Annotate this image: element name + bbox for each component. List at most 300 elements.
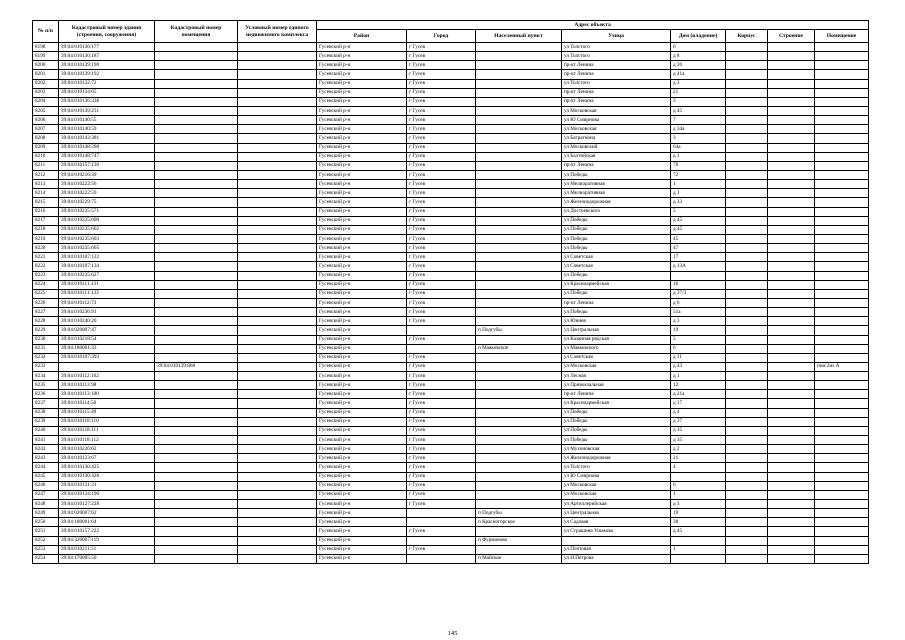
cell-row-number: 8235 [33, 381, 59, 390]
cell-building [768, 125, 815, 134]
cell-city: г Гусев [407, 353, 476, 362]
cell-district: Гусевский р-н [317, 481, 407, 490]
cell-settlement [476, 216, 562, 225]
cell-cadastral-number: 39:04:010114:50 [59, 399, 155, 408]
cell-street: ул Толстого [562, 52, 671, 61]
cell-building [768, 198, 815, 207]
cell-row-number: 8199 [33, 52, 59, 61]
cell-house [671, 554, 726, 563]
cell-district: Гусевский р-н [317, 152, 407, 161]
cell-cadastral-number: 39:04:010123:67 [59, 454, 155, 463]
cell-row-number: 8220 [33, 244, 59, 253]
cell-room-cadastral-number [155, 198, 238, 207]
cell-row-number: 8213 [33, 180, 59, 189]
cell-korpus [726, 106, 768, 115]
cell-row-number: 8252 [33, 536, 59, 545]
cell-city: г Гусев [407, 472, 476, 481]
cell-district: Гусевский р-н [317, 362, 407, 371]
cell-complex-number [238, 143, 317, 152]
cell-room-cadastral-number [155, 317, 238, 326]
cell-room-cadastral-number [155, 262, 238, 271]
cell-house: д 8 [671, 52, 726, 61]
cell-house: 12 [671, 381, 726, 390]
cell-district: Гусевский р-н [317, 527, 407, 536]
cell-street: ул Красноармейская [562, 399, 671, 408]
cell-room [815, 116, 869, 125]
cell-room [815, 317, 869, 326]
cell-cadastral-number: 39:04:010113:98 [59, 381, 155, 390]
cell-building [768, 500, 815, 509]
cell-building [768, 362, 815, 371]
cell-settlement [476, 189, 562, 198]
cell-settlement [476, 61, 562, 70]
table-row [33, 463, 869, 472]
cell-building [768, 317, 815, 326]
cell-settlement [476, 545, 562, 554]
cell-city: г Гусев [407, 490, 476, 499]
cell-settlement: п Красногорское [476, 518, 562, 527]
cell-street: ул Московский [562, 143, 671, 152]
cell-row-number: 8221 [33, 253, 59, 262]
cell-korpus [726, 43, 768, 52]
cell-complex-number [238, 399, 317, 408]
cell-city: г Гусев [407, 97, 476, 106]
cell-building [768, 97, 815, 106]
cell-city [407, 326, 476, 335]
cell-building [768, 244, 815, 253]
cell-room-cadastral-number [155, 61, 238, 70]
cell-cadastral-number [59, 362, 155, 371]
cell-room-cadastral-number [155, 88, 238, 97]
cell-building [768, 408, 815, 417]
cell-settlement [476, 317, 562, 326]
header-room-cadastral: Кадастровый номер помещения [155, 21, 238, 43]
cell-city: г Гусев [407, 262, 476, 271]
cell-house: 51а [671, 308, 726, 317]
cell-complex-number [238, 216, 317, 225]
cell-building [768, 70, 815, 79]
cell-settlement [476, 280, 562, 289]
cell-house [671, 536, 726, 545]
cell-room [815, 399, 869, 408]
cell-street: ул Победы [562, 426, 671, 435]
cell-street: ул Победы [562, 216, 671, 225]
cell-complex-number [238, 463, 317, 472]
cell-settlement [476, 52, 562, 61]
cell-complex-number [238, 518, 317, 527]
cell-korpus [726, 79, 768, 88]
cell-house: 17 [671, 253, 726, 262]
cell-city: г Гусев [407, 408, 476, 417]
cell-building [768, 353, 815, 362]
cell-room [815, 481, 869, 490]
cell-complex-number [238, 88, 317, 97]
cell-street: ул Страшина Ушакова [562, 527, 671, 536]
cell-city [407, 536, 476, 545]
cell-building [768, 234, 815, 243]
cell-room-cadastral-number [155, 216, 238, 225]
cell-row-number: 8205 [33, 106, 59, 115]
cell-city: г Гусев [407, 289, 476, 298]
cell-settlement [476, 417, 562, 426]
cell-street: ул Мухоновская [562, 445, 671, 454]
cell-building [768, 280, 815, 289]
cell-cadastral-number: 39:04:010107:134 [59, 262, 155, 271]
cell-room-cadastral-number [155, 52, 238, 61]
cell-room [815, 180, 869, 189]
table-row [33, 207, 869, 216]
cell-city: г Гусев [407, 500, 476, 509]
cell-district: Гусевский р-н [317, 353, 407, 362]
cell-room [815, 335, 869, 344]
cell-district: Гусевский р-н [317, 518, 407, 527]
cell-room [815, 490, 869, 499]
table-row [33, 454, 869, 463]
cell-room-cadastral-number [155, 308, 238, 317]
cell-city: г Гусев [407, 152, 476, 161]
cell-settlement [476, 161, 562, 170]
cell-cadastral-number: 39:04:010222:59 [59, 189, 155, 198]
cell-house: 1 [671, 180, 726, 189]
cell-street: ул Почтовая [562, 545, 671, 554]
cell-street: ул Победы [562, 234, 671, 243]
table-row [33, 262, 869, 271]
cell-cadastral-number: 39:04:010118:112 [59, 436, 155, 445]
cell-room-cadastral-number [155, 70, 238, 79]
cell-building [768, 189, 815, 198]
cell-room [815, 70, 869, 79]
cell-settlement [476, 125, 562, 134]
cell-row-number: 8204 [33, 97, 59, 106]
cell-room-cadastral-number [155, 116, 238, 125]
cell-korpus [726, 372, 768, 381]
cell-complex-number [238, 125, 317, 134]
cell-city: г Гусев [407, 308, 476, 317]
cell-row-number: 8215 [33, 198, 59, 207]
cell-row-number: 8233 [33, 362, 59, 371]
cell-district: Гусевский р-н [317, 436, 407, 445]
cell-complex-number [238, 207, 317, 216]
cell-room [815, 253, 869, 262]
cell-korpus [726, 308, 768, 317]
cell-korpus [726, 353, 768, 362]
cell-complex-number [238, 335, 317, 344]
cell-room [815, 106, 869, 115]
cell-settlement: п Подгубы [476, 326, 562, 335]
cell-complex-number [238, 152, 317, 161]
cell-row-number: 8211 [33, 161, 59, 170]
cell-city: г Гусев [407, 362, 476, 371]
cell-room [815, 500, 869, 509]
cell-cadastral-number: 39:04:010236:91 [59, 308, 155, 317]
cell-complex-number [238, 454, 317, 463]
cell-house: 72 [671, 170, 726, 179]
cell-room-cadastral-number [155, 408, 238, 417]
cell-row-number: 8219 [33, 234, 59, 243]
cell-korpus [726, 244, 768, 253]
cell-korpus [726, 417, 768, 426]
cell-street: ул Привокзальная [562, 381, 671, 390]
cell-korpus [726, 335, 768, 344]
cell-district: Гусевский р-н [317, 271, 407, 280]
cell-row-number: 8223 [33, 271, 59, 280]
cell-city: г Гусев [407, 61, 476, 70]
cell-complex-number [238, 225, 317, 234]
cell-city: г Гусев [407, 225, 476, 234]
cell-house: 6 [671, 43, 726, 52]
cell-row-number: 8250 [33, 518, 59, 527]
cell-building [768, 481, 815, 490]
cell-street: ул Московская [562, 362, 671, 371]
cell-street: ул Железнодорожная [562, 198, 671, 207]
cell-city: г Гусев [407, 170, 476, 179]
cell-building [768, 372, 815, 381]
cell-room-cadastral-number [155, 417, 238, 426]
cell-city: г Гусев [407, 271, 476, 280]
cell-room [815, 454, 869, 463]
cell-complex-number [238, 289, 317, 298]
cell-house: 78 [671, 161, 726, 170]
cell-house: 7 [671, 116, 726, 125]
cell-district: Гусевский р-н [317, 445, 407, 454]
cell-district: Гусевский р-н [317, 509, 407, 518]
cell-korpus [726, 253, 768, 262]
cell-cadastral-number: 39:04:010134:65 [59, 88, 155, 97]
cell-korpus [726, 280, 768, 289]
cell-complex-number [238, 472, 317, 481]
cell-room [815, 436, 869, 445]
cell-street: ул Победы [562, 436, 671, 445]
table-row [33, 408, 869, 417]
registry-sheet [32, 20, 868, 564]
cell-city: г Гусев [407, 372, 476, 381]
cell-room [815, 152, 869, 161]
table-row [33, 481, 869, 490]
cell-city: г Гусев [407, 180, 476, 189]
cell-settlement: п Майское [476, 554, 562, 563]
cell-room-cadastral-number [155, 207, 238, 216]
table-row [33, 143, 869, 152]
cell-street: ул Казанная рядская [562, 335, 671, 344]
cell-korpus [726, 97, 768, 106]
header-district: Район [317, 30, 407, 43]
cell-room-cadastral-number [155, 125, 238, 134]
cell-building [768, 527, 815, 536]
cell-district: Гусевский р-н [317, 344, 407, 353]
cell-korpus [726, 527, 768, 536]
cell-korpus [726, 289, 768, 298]
cell-room-cadastral-number [155, 472, 238, 481]
cell-room [815, 225, 869, 234]
cell-room-cadastral-number [155, 143, 238, 152]
cell-room [815, 326, 869, 335]
cell-settlement [476, 472, 562, 481]
cell-city: г Гусев [407, 445, 476, 454]
cell-settlement [476, 180, 562, 189]
cell-cadastral-number: 39:04:180001:33 [59, 344, 155, 353]
cell-house: д 33 [671, 198, 726, 207]
cell-building [768, 61, 815, 70]
cell-row-number: 8246 [33, 481, 59, 490]
cell-room [815, 408, 869, 417]
cell-street: ул Мелиоративная [562, 180, 671, 189]
cell-city [407, 509, 476, 518]
cell-city: г Гусев [407, 234, 476, 243]
cell-building [768, 472, 815, 481]
cell-building [768, 554, 815, 563]
cell-district: Гусевский р-н [317, 134, 407, 143]
cell-city: г Гусев [407, 143, 476, 152]
table-row [33, 244, 869, 253]
cell-district: Гусевский р-н [317, 225, 407, 234]
cell-row-number: 8212 [33, 170, 59, 179]
cell-house: д 45 [671, 216, 726, 225]
table-row [33, 381, 869, 390]
cell-building [768, 344, 815, 353]
cell-district: Гусевский р-н [317, 417, 407, 426]
cell-room [815, 88, 869, 97]
table-row [33, 161, 869, 170]
cell-district: Гусевский р-н [317, 472, 407, 481]
cell-row-number: 8198 [33, 43, 59, 52]
cell-room [815, 198, 869, 207]
cell-house: 6 [671, 344, 726, 353]
cell-korpus [726, 454, 768, 463]
cell-settlement [476, 70, 562, 79]
cell-room [815, 509, 869, 518]
cell-room-cadastral-number [155, 43, 238, 52]
cell-room [815, 216, 869, 225]
table-row [33, 116, 869, 125]
cell-korpus [726, 399, 768, 408]
cell-district: Гусевский р-н [317, 198, 407, 207]
cell-cadastral-number: 39:04:010140:55 [59, 116, 155, 125]
cell-district: Гусевский р-н [317, 207, 407, 216]
table-row [33, 472, 869, 481]
table-body [33, 43, 869, 564]
cell-building [768, 417, 815, 426]
cell-room [815, 344, 869, 353]
cell-cadastral-number: 39:04:010222:56 [59, 180, 155, 189]
cell-house: 6 [671, 481, 726, 490]
table-row [33, 426, 869, 435]
cell-room [815, 143, 869, 152]
cell-korpus [726, 170, 768, 179]
cell-building [768, 289, 815, 298]
table-row [33, 61, 869, 70]
cell-row-number: 8227 [33, 308, 59, 317]
cell-district: Гусевский р-н [317, 79, 407, 88]
cell-building [768, 381, 815, 390]
cell-korpus [726, 134, 768, 143]
cell-city: г Гусев [407, 399, 476, 408]
cell-room [815, 61, 869, 70]
cell-building [768, 43, 815, 52]
cell-room-cadastral-number [155, 289, 238, 298]
cell-korpus [726, 445, 768, 454]
cell-street: пр-кт Ленина [562, 390, 671, 399]
cell-complex-number [238, 536, 317, 545]
cell-street: ул Артиллерийская [562, 500, 671, 509]
cell-room-cadastral-number [155, 298, 238, 307]
cell-room [815, 472, 869, 481]
cell-korpus [726, 198, 768, 207]
cell-row-number: 8217 [33, 216, 59, 225]
cell-korpus [726, 554, 768, 563]
cell-row-number: 8207 [33, 125, 59, 134]
header-cadastral: Кадастровый номер здания (строения, сооружения) [59, 21, 155, 43]
cell-korpus [726, 161, 768, 170]
cell-room [815, 43, 869, 52]
cell-district: Гусевский р-н [317, 372, 407, 381]
cell-street: ул Центральная [562, 326, 671, 335]
cell-korpus [726, 262, 768, 271]
cell-building [768, 326, 815, 335]
cell-street: ул Толстого [562, 79, 671, 88]
cell-korpus [726, 189, 768, 198]
cell-cadastral-number: 39:04:010235:602 [59, 225, 155, 234]
cell-row-number: 8237 [33, 399, 59, 408]
cell-room [815, 390, 869, 399]
cell-street: ул Московская [562, 125, 671, 134]
cell-korpus [726, 52, 768, 61]
cell-city: г Гусев [407, 79, 476, 88]
cell-city: г Гусев [407, 161, 476, 170]
header-address: Адрес объекта [317, 21, 869, 30]
cell-settlement [476, 353, 562, 362]
cell-room-cadastral-number [155, 161, 238, 170]
cell-row-number: 8241 [33, 436, 59, 445]
cell-house: д 35 [671, 436, 726, 445]
cell-house: д 37 [671, 417, 726, 426]
cell-room [815, 445, 869, 454]
cell-street: ул Садовая [562, 518, 671, 527]
cell-city: г Гусев [407, 125, 476, 134]
cell-house: 19 [671, 326, 726, 335]
cell-city: г Гусев [407, 280, 476, 289]
cell-room-cadastral-number [155, 518, 238, 527]
cell-room-cadastral-number [155, 225, 238, 234]
cell-street: ул Толстого [562, 463, 671, 472]
cell-settlement [476, 116, 562, 125]
cell-building [768, 225, 815, 234]
cell-room-cadastral-number [155, 326, 238, 335]
cell-house: 3 [671, 134, 726, 143]
cell-room-cadastral-number [155, 500, 238, 509]
cell-settlement [476, 234, 562, 243]
cell-street: ул Центральная [562, 509, 671, 518]
cell-cadastral-number: 39:04:010107:122 [59, 253, 155, 262]
cell-district: Гусевский р-н [317, 335, 407, 344]
table-row [33, 390, 869, 399]
table-row [33, 372, 869, 381]
cell-settlement [476, 362, 562, 371]
cell-korpus [726, 70, 768, 79]
cell-cadastral-number: 39:04:010118:111 [59, 426, 155, 435]
cell-room [815, 417, 869, 426]
cell-street: ул Мелиоративная [562, 189, 671, 198]
table-row [33, 545, 869, 554]
cell-room [815, 308, 869, 317]
cell-room-cadastral-number [155, 381, 238, 390]
cell-district: Гусевский р-н [317, 97, 407, 106]
cell-room-cadastral-number [155, 490, 238, 499]
cell-street: ул Советская [562, 253, 671, 262]
cell-cadastral-number: 39:04:010107:393 [59, 353, 155, 362]
cell-korpus [726, 362, 768, 371]
table-row [33, 106, 869, 115]
cell-house: д 3 [671, 79, 726, 88]
